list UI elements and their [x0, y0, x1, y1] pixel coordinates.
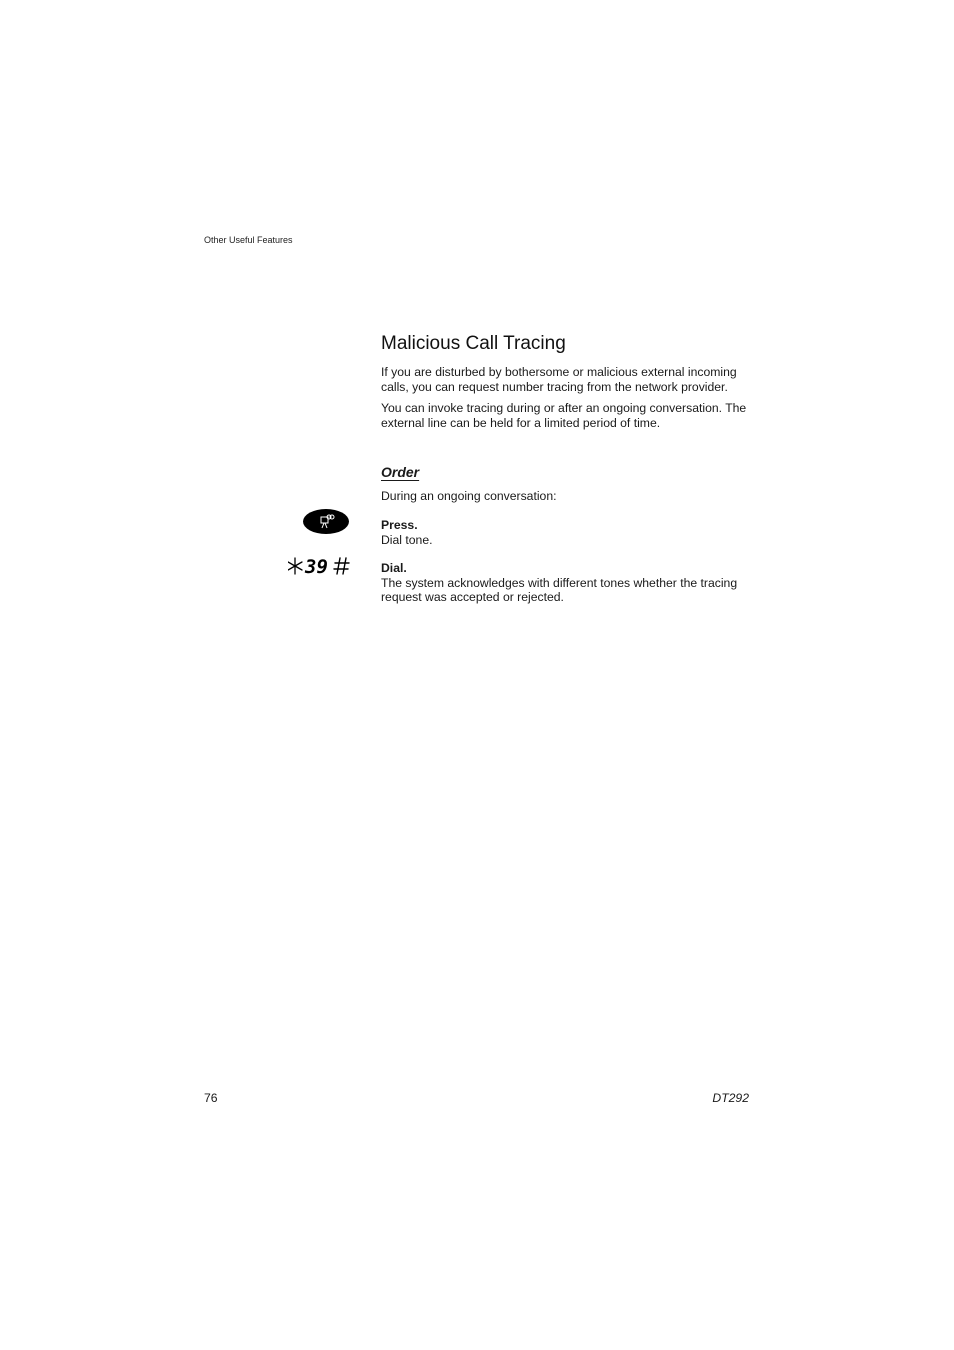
step-dial-label: Dial.: [381, 561, 407, 575]
page-title: Malicious Call Tracing: [381, 333, 566, 354]
tracing-glyph-icon: [317, 514, 335, 530]
feature-key-icon: [303, 509, 349, 534]
conversation-intro: During an ongoing conversation:: [381, 489, 557, 503]
step-press-description: Dial tone.: [381, 532, 433, 547]
running-header: Other Useful Features: [204, 235, 293, 245]
step-press: [381, 518, 753, 547]
step-dial-description: The system acknowledges with different tones whether the tracing request was accepted or rejected.: [381, 575, 738, 605]
svg-text:39: 39: [305, 556, 328, 577]
page-number: 76: [204, 1091, 218, 1105]
step-press-label: Press.: [381, 518, 418, 532]
document-code: DT292: [712, 1091, 749, 1105]
step-dial: [381, 561, 753, 605]
order-subheading: Order: [381, 464, 420, 480]
dial-code-icon: [288, 555, 350, 577]
tracing-paragraph: You can invoke tracing during or after an ongoing conversation. The external line can be held for a limited period of time.: [381, 401, 747, 430]
intro-paragraph: If you are disturbed by bothersome or malicious external incoming calls, you can request number tracing from the network provider.: [381, 365, 737, 394]
